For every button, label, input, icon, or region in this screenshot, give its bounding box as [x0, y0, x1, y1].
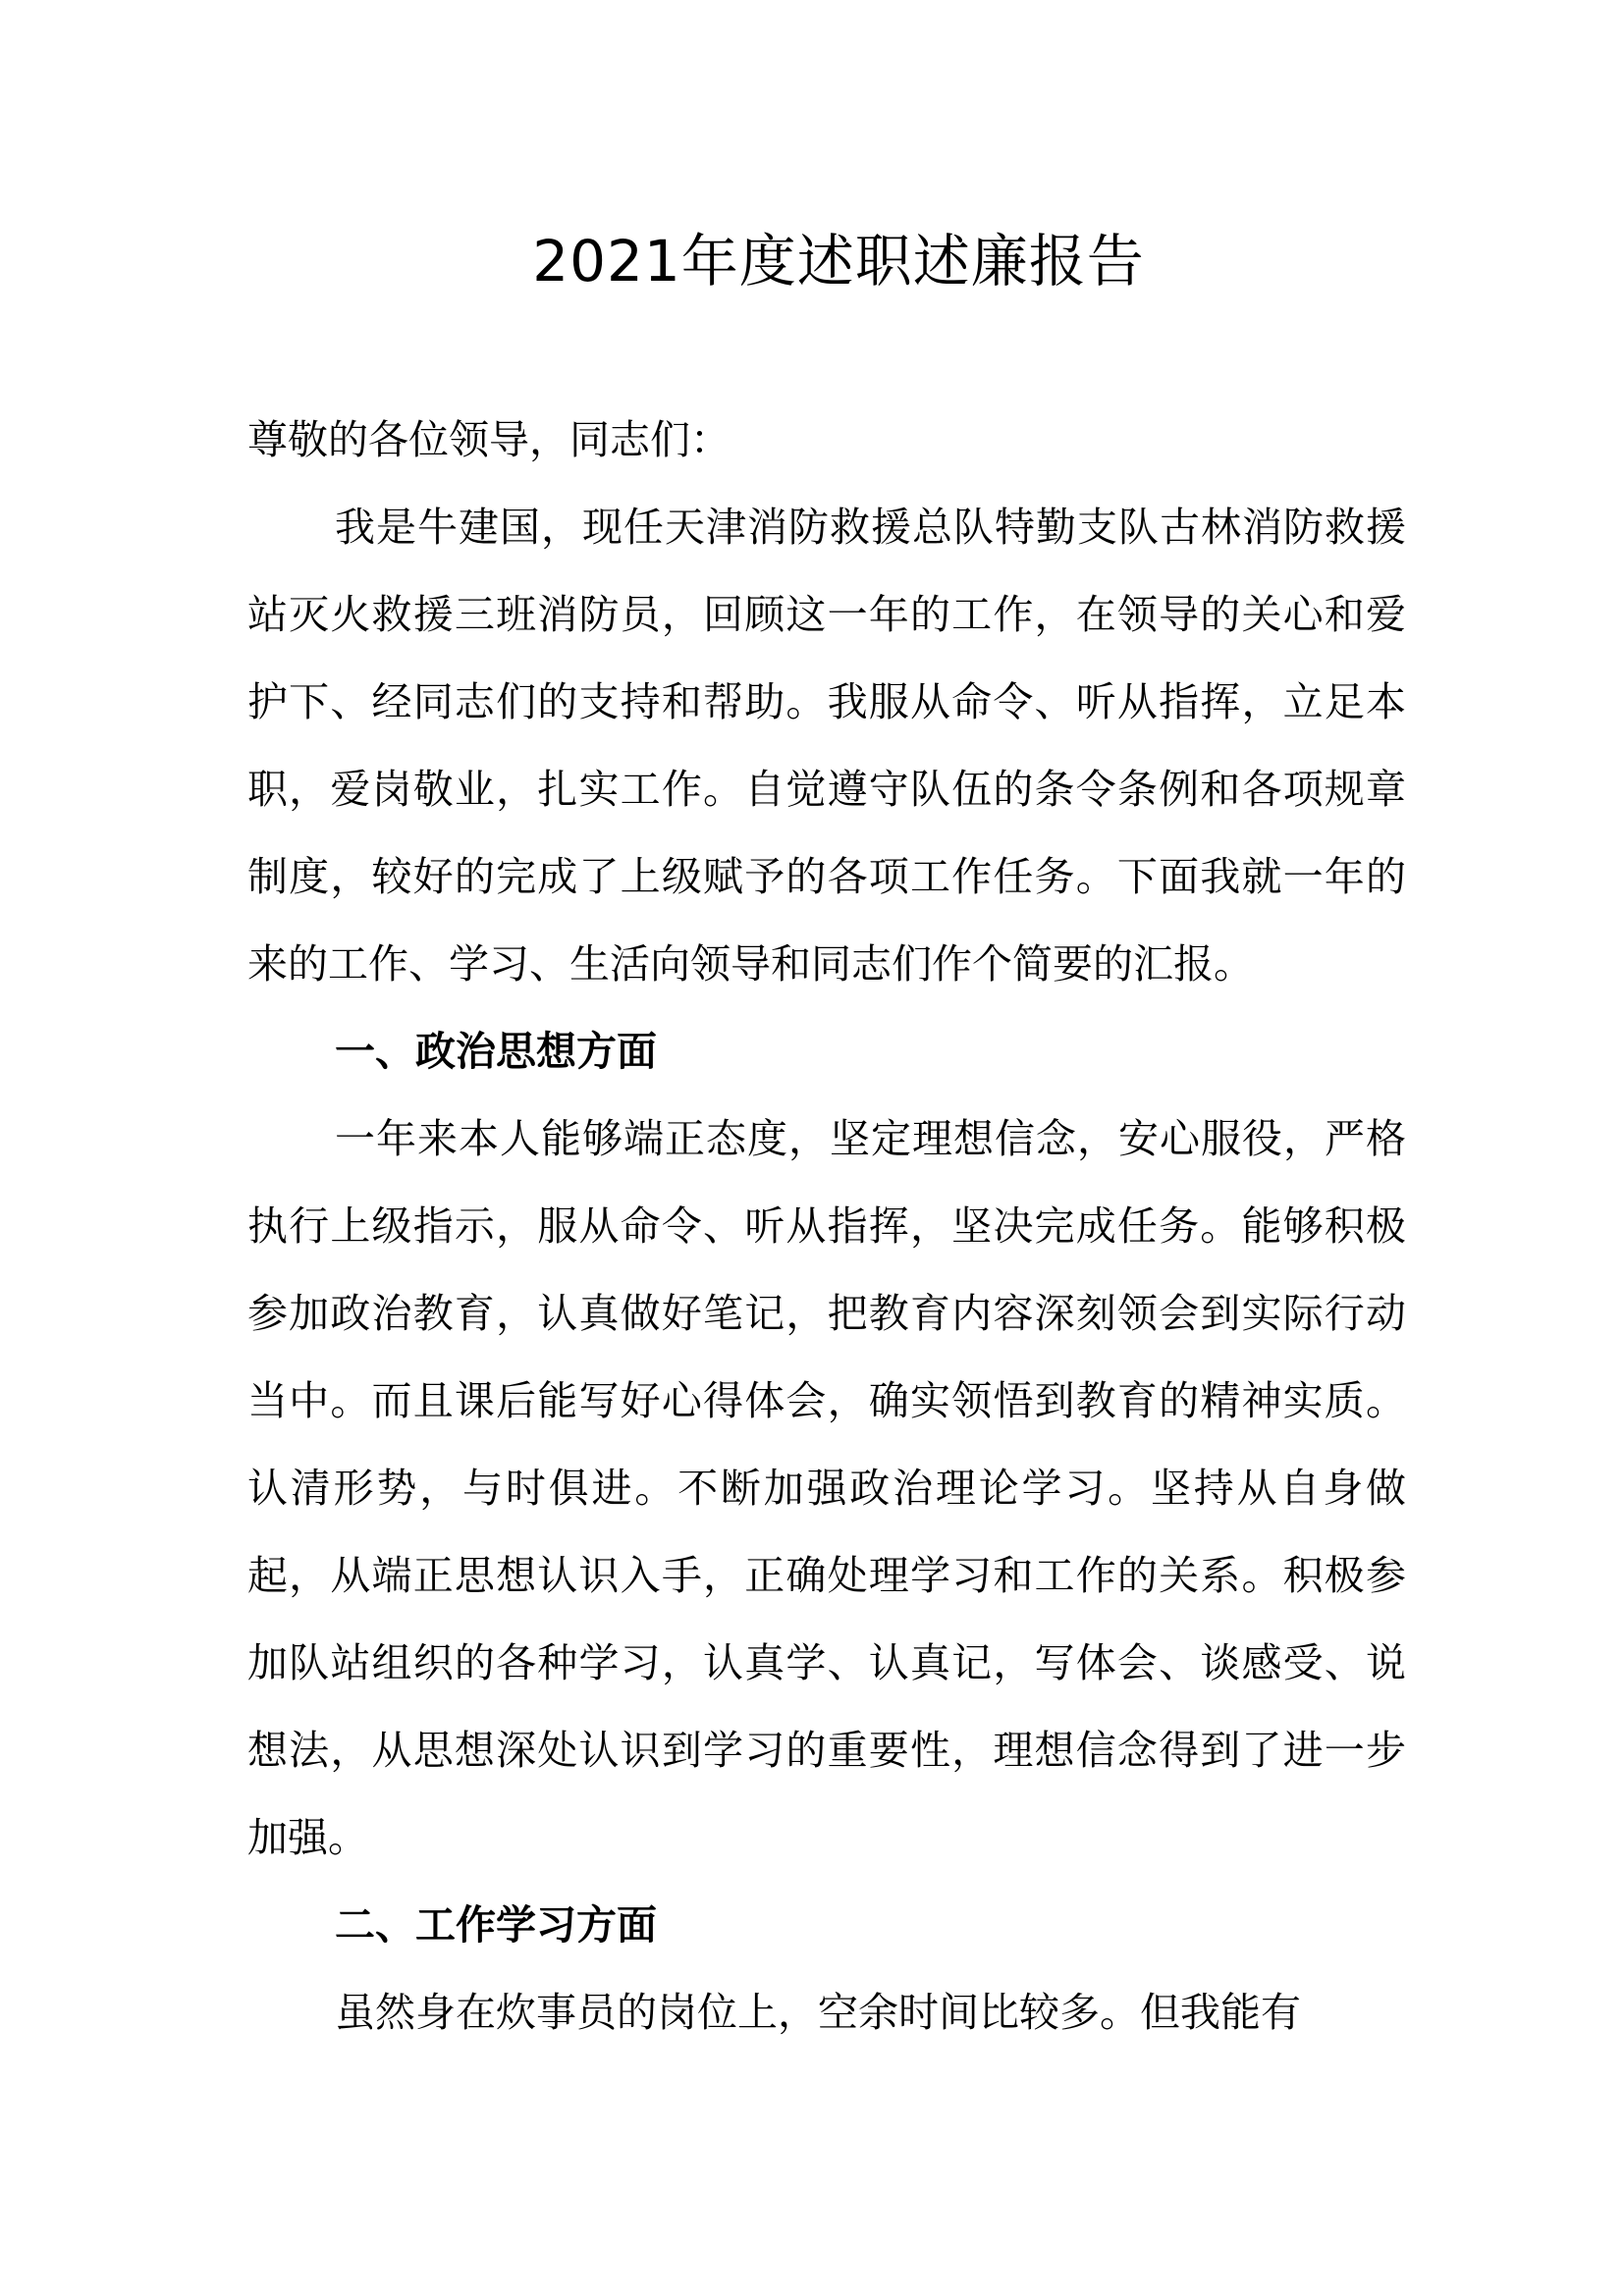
- work-study-paragraph: 虽然身在炊事员的岗位上，空余时间比较多。但我能有: [335, 1989, 1301, 2036]
- section-heading-political: 一、政治思想方面: [335, 1028, 657, 1075]
- document-body: [247, 397, 1406, 2056]
- political-paragraph: 一年来本人能够端正态度，坚定理想信念，安心服役，严格执行上级指示，服从命令、听从指挥，坚决完成任务。能够积极参加政治教育，认真做好笔记，把教育内容深刻领会到实际行动当中。而且课后能写好心得体会，确实领悟到教育的精神实质。认清形势，与时俱进。不断加强政治理论学习。坚持从自身做起，从端正思想认识入手，正确处理学习和工作的关系。积极参加队站组织的各种学习，认真学、认真记，写体会、谈感受、说想法，从思想深处认识到学习的重要性，理想信念得到了进一步加强。: [247, 1115, 1406, 1861]
- section-heading-work-study: 二、工作学习方面: [335, 1901, 657, 1949]
- salutation: 尊敬的各位领导，同志们：: [247, 416, 731, 463]
- document-title: 2021年度述职述廉报告: [532, 228, 1145, 294]
- intro-paragraph: 我是牛建国，现任天津消防救援总队特勤支队古林消防救援站灭火救援三班消防员，回顾这一年的工作，在领导的关心和爱护下、经同志们的支持和帮助。我服从命令、听从指挥，立足本职，爱岗敬业，扎实工作。自觉遵守队伍的条令条例和各项规章制度，较好的完成了上级赋予的各项工作任务。下面我就一年的来的工作、学习、生活向领导和同志们作个简要的汇报。: [247, 504, 1406, 988]
